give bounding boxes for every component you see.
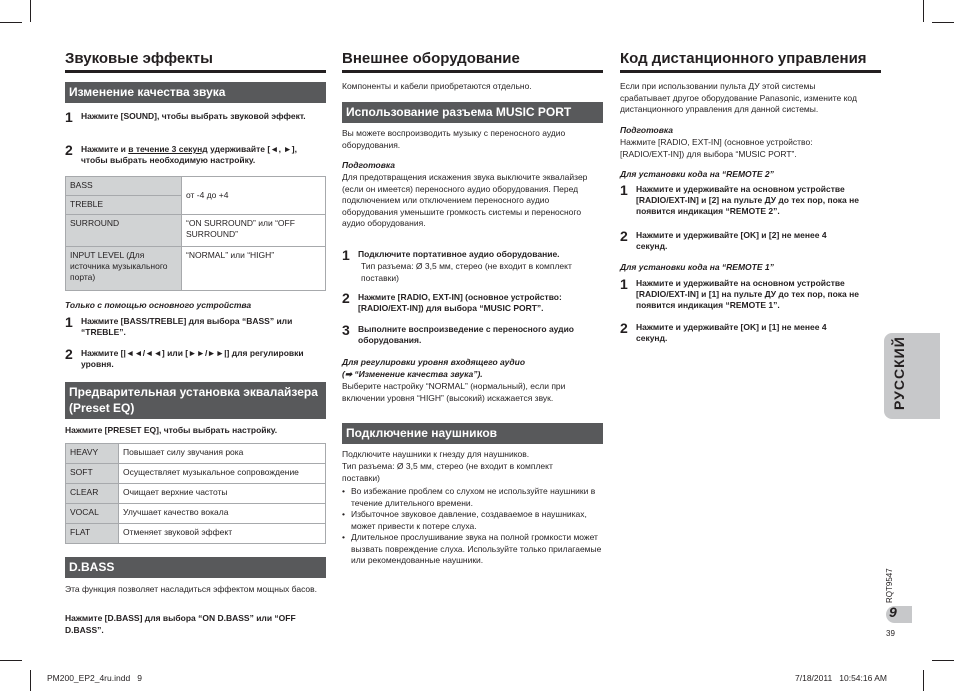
table-row (66, 247, 326, 291)
step-text: Нажмите [SOUND], чтобы выбрать звуковой эффект. (81, 111, 306, 121)
dbass-instruction: Нажмите [D.BASS] для выбора “ON D.BASS” или “OFF D.BASS”. (65, 613, 296, 635)
table-cell-key: VOCAL (66, 504, 119, 524)
step-text: Нажмите [RADIO, EXT-IN] (основное устройство: [RADIO/EXT-IN]) для выбора “MUSIC PORT”. (358, 292, 562, 313)
step-number: 2 (65, 142, 73, 158)
step-text-part: и (120, 144, 129, 154)
language-tab-label: РУССКИЙ (891, 336, 907, 410)
subsection-bar-preset-eq: Предварительная установка эквалайзера (Preset EQ) (65, 382, 326, 419)
step-text: Выполните воспроизведение с переносного аудио оборудования. (358, 324, 574, 345)
headphones-warnings-list (342, 486, 603, 567)
music-port-description: Вы можете воспроизводить музыку с переносного аудио оборудования. (342, 128, 566, 150)
table-row (66, 444, 326, 464)
crop-mark (923, 0, 924, 22)
table-cell-key: HEAVY (66, 444, 119, 464)
step-number: 1 (620, 276, 628, 292)
section-title-remote-code: Код дистанционного управления (620, 50, 867, 67)
list-item: • Избыточное звуковое давление, создаваемое в наушниках, может привести к потере слуха. (342, 509, 603, 532)
table-cell-value: Улучшает качество вокала (119, 504, 326, 524)
crop-mark (0, 22, 22, 23)
step-number: 2 (342, 290, 350, 306)
preset-eq-instruction: Нажмите [PRESET EQ], чтобы выбрать настройку. (65, 425, 278, 435)
step-number: 2 (65, 346, 73, 362)
crop-mark (0, 660, 22, 661)
table-row (66, 484, 326, 504)
step-text: Нажмите и удерживайте на основном устройстве [RADIO/EXT-IN] и [2] на пульте ДУ до тех пор, пока не появится индикация “REMOTE 2”. (636, 184, 860, 216)
step-number: 1 (342, 247, 350, 263)
table-cell-key: INPUT LEVEL (Для источника музыкального порта) (66, 247, 182, 291)
title-rule (65, 70, 326, 73)
section-title-external-equipment: Внешнее оборудование (342, 50, 520, 67)
subsection-bar-dbass: D.BASS (65, 557, 326, 578)
crop-mark (932, 22, 954, 23)
step-text-underlined: в течение 3 секунд (128, 144, 208, 154)
headphones-connector-note: Тип разъема: Ø 3,5 мм, стерео (не входит в комплект поставки) (342, 461, 553, 483)
remote-code-intro: Если при использовании пульта ДУ этой системы срабатывает другое оборудование Panasonic, измените код дистанционного управления для данной системы. (620, 81, 857, 114)
preparation-label: Подготовка (342, 160, 395, 170)
step-text-part: Нажмите (81, 144, 121, 154)
dbass-description: Эта функция позволяет насладиться эффектом мощных басов. (65, 584, 318, 594)
step-number: 1 (620, 182, 628, 198)
footer-file-info: PM200_EP2_4ru.indd 9 (47, 673, 142, 683)
remote-2-label: Для установки кода на “REMOTE 2” (620, 169, 774, 179)
external-intro: Компоненты и кабели приобретаются отдельно. (342, 81, 532, 91)
table-row (66, 524, 326, 544)
crop-mark (30, 0, 31, 22)
headphones-text: Подключите наушники к гнезду для наушников. (342, 449, 530, 459)
table-cell-key: BASS (66, 177, 182, 196)
subsection-bar-music-port: Использование разъема MUSIC PORT (342, 102, 603, 123)
step-text: Подключите портативное аудио оборудование. (358, 249, 560, 259)
footer-timestamp: 7/18/2011 10:54:16 AM (795, 673, 887, 683)
connector-type-note: Тип разъема: Ø 3,5 мм, стерео (не входит в комплект поставки) (361, 261, 572, 283)
section-title-sound-effects: Звуковые эффекты (65, 50, 213, 67)
table-cell-key: TREBLE (66, 196, 182, 215)
preparation-text: Нажмите [RADIO, EXT-IN] (основное устройство: [RADIO/EXT-IN]) для выбора “MUSIC PORT”. (620, 137, 813, 159)
sub-page-number: 39 (886, 629, 895, 638)
step-number: 2 (620, 228, 628, 244)
step-text: Нажмите [|◄◄/◄◄] или [►►/►►|] для регулировки уровня. (81, 348, 304, 369)
crop-mark (932, 660, 954, 661)
crop-mark (923, 670, 924, 691)
table-cell-value: от -4 до +4 (182, 177, 326, 215)
step-text: Нажмите и удерживайте [OK] и [2] не менее 4 секунд. (636, 230, 827, 251)
list-item: • Длительное прослушивание звука на полной громкости может вызвать повреждение слуха. Используйте только прилагаемые или рекомендованные наушники. (342, 532, 603, 567)
table-cell-value: Очищает верхние частоты (119, 484, 326, 504)
sound-settings-table (65, 176, 326, 291)
step-text-part: удерживайте [◄, ►], чтобы выбрать необходимую настройку. (81, 144, 297, 165)
title-rule (620, 70, 881, 73)
input-level-reference: (➡ “Изменение качества звука”). (342, 369, 483, 379)
table-cell-value: “NORMAL” или “HIGH” (182, 247, 326, 291)
table-cell-value: Отменяет звуковой эффект (119, 524, 326, 544)
table-cell-value: Осуществляет музыкальное сопровождение (119, 464, 326, 484)
crop-mark (30, 670, 31, 691)
step-number: 1 (65, 109, 73, 125)
subsection-bar-headphones: Подключение наушников (342, 423, 603, 444)
table-cell-key: SOFT (66, 464, 119, 484)
table-cell-key: FLAT (66, 524, 119, 544)
remote-1-label: Для установки кода на “REMOTE 1” (620, 262, 774, 272)
table-cell-key: CLEAR (66, 484, 119, 504)
step-text (81, 144, 321, 166)
subsection-bar-sound-quality: Изменение качества звука (65, 82, 326, 103)
step-text: Нажмите и удерживайте [OK] и [1] не менее 4 секунд. (636, 322, 827, 343)
table-cell-value: Повышает силу звучания рока (119, 444, 326, 464)
step-number: 2 (620, 320, 628, 336)
only-main-unit-label: Только с помощью основного устройства (65, 300, 252, 310)
step-text: Нажмите и удерживайте на основном устройстве [RADIO/EXT-IN] и [1] на пульте ДУ до тех пор, пока не появится индикация “REMOTE 1”. (636, 278, 860, 310)
doc-code: RQT9547 (885, 568, 894, 603)
page-number: 9 (889, 604, 897, 620)
preparation-label: Подготовка (620, 125, 673, 135)
list-item: • Во избежание проблем со слухом не используйте наушники в течение длительного времени. (342, 486, 603, 509)
table-row (66, 215, 326, 247)
input-level-text: Выберите настройку “NORMAL” (нормальный), если при включении уровня “HIGH” (высокий) искажается звук. (342, 381, 566, 403)
step-number: 3 (342, 322, 350, 338)
step-text: Нажмите [BASS/TREBLE] для выбора “BASS” или “TREBLE”. (81, 316, 293, 337)
preparation-text: Для предотвращения искажения звука выключите эквалайзер (если он имеется) переносного аудио оборудования. Перед подключением или отключением переносного аудио оборудования уменьшите громкость системы и переносного аудио оборудования. (342, 172, 588, 228)
table-cell-key: SURROUND (66, 215, 182, 247)
preset-eq-table (65, 443, 326, 544)
title-rule (342, 70, 603, 73)
table-row (66, 504, 326, 524)
table-row (66, 464, 326, 484)
input-level-label: Для регулировки уровня входящего аудио (342, 357, 526, 367)
step-number: 1 (65, 314, 73, 330)
table-row (66, 177, 326, 196)
table-cell-value: “ON SURROUND” или “OFF SURROUND” (182, 215, 326, 247)
